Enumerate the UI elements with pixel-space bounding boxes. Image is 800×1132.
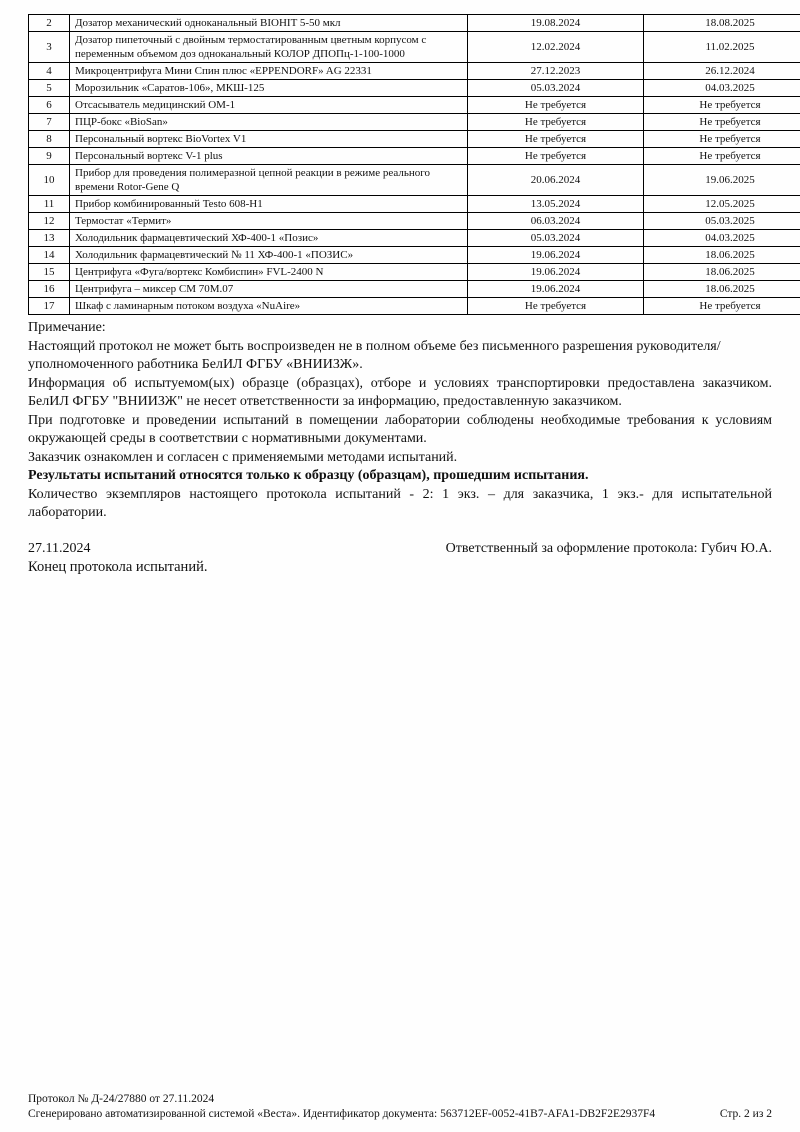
row-number-cell: 9 [29, 148, 70, 165]
verification-date-cell: Не требуется [468, 114, 644, 131]
valid-until-date-cell: 05.03.2025 [644, 213, 800, 230]
responsible-person: Ответственный за оформление протокола: Губич Ю.А. [445, 540, 772, 556]
table-row [29, 165, 800, 196]
signoff-date: 27.11.2024 [28, 540, 91, 556]
table-row [29, 196, 800, 213]
verification-date-cell: 19.06.2024 [468, 281, 644, 298]
valid-until-date-cell: 12.05.2025 [644, 196, 800, 213]
document-content [28, 14, 772, 577]
document-footer [28, 1092, 772, 1122]
footer-generated-text: Сгенерировано автоматизированной системой «Веста». Идентификатор документа: 563712EF-0052-41B7-AFA1-DB2F2E2937F4 [28, 1108, 656, 1120]
equipment-name-cell: Прибор комбинированный Testo 608-H1 [70, 196, 468, 213]
equipment-name-cell: Холодильник фармацевтический № 11 ХФ-400-1 «ПОЗИС» [70, 247, 468, 264]
valid-until-date-cell: Не требуется [644, 131, 800, 148]
row-number-cell: 8 [29, 131, 70, 148]
equipment-name-cell: Центрифуга «Фуга/вортекс Комбиспин» FVL-2400 N [70, 264, 468, 281]
verification-date-cell: 27.12.2023 [468, 63, 644, 80]
equipment-name-cell: Микроцентрифуга Мини Спин плюс «EPPENDORF» AG 22331 [70, 63, 468, 80]
equipment-table [28, 14, 800, 315]
verification-date-cell: 12.02.2024 [468, 32, 644, 63]
verification-date-cell: 05.03.2024 [468, 80, 644, 97]
table-row [29, 63, 800, 80]
verification-date-cell: 19.06.2024 [468, 247, 644, 264]
table-row [29, 148, 800, 165]
footer-generated-line [28, 1107, 772, 1122]
note-paragraph-copies: Количество экземпляров настоящего протокола испытаний - 2: 1 экз. – для заказчика, 1 экз.- для испытательной лаборатории. [28, 486, 772, 520]
valid-until-date-cell: 19.06.2025 [644, 165, 800, 196]
footer-protocol-number: Протокол № Д-24/27880 от 27.11.2024 [28, 1093, 215, 1105]
equipment-name-cell: Шкаф с ламинарным потоком воздуха «NuAire» [70, 298, 468, 315]
table-row [29, 247, 800, 264]
row-number-cell: 5 [29, 80, 70, 97]
equipment-table-body [29, 15, 800, 315]
verification-date-cell: 19.08.2024 [468, 15, 644, 32]
footer-page-indicator: Стр. 2 из 2 [719, 1108, 772, 1120]
valid-until-date-cell: Не требуется [644, 97, 800, 114]
row-number-cell: 15 [29, 264, 70, 281]
row-number-cell: 6 [29, 97, 70, 114]
signoff-row [28, 540, 772, 559]
verification-date-cell: 20.06.2024 [468, 165, 644, 196]
equipment-name-cell: Морозильник «Саратов-106», МКШ-125 [70, 80, 468, 97]
valid-until-date-cell: 18.08.2025 [644, 15, 800, 32]
equipment-name-cell: Дозатор пипеточный с двойным термостатированным цветным корпусом с переменным объемом доз одноканальный КОЛОР ДПОПц-1-100-1000 [70, 32, 468, 63]
valid-until-date-cell: 18.06.2025 [644, 264, 800, 281]
note-paragraph-results-scope: Результаты испытаний относятся только к образцу (образцам), прошедшим испытания. [28, 468, 589, 483]
row-number-cell: 7 [29, 114, 70, 131]
table-row [29, 131, 800, 148]
row-number-cell: 3 [29, 32, 70, 63]
equipment-name-cell: Термостат «Термит» [70, 213, 468, 230]
valid-until-date-cell: 04.03.2025 [644, 230, 800, 247]
table-row [29, 230, 800, 247]
verification-date-cell: 13.05.2024 [468, 196, 644, 213]
table-row [29, 80, 800, 97]
note-paragraph-sample-info: Информация об испытуемом(ых) образце (образцах), отборе и условиях транспортировки предоставлена заказчиком. БелИЛ ФГБУ "ВНИИЗЖ" не несет ответственности за информацию, предоставленную заказчиком. [28, 375, 772, 409]
notes-heading: Примечание: [28, 320, 106, 335]
equipment-name-cell: ПЦР-бокс «BioSan» [70, 114, 468, 131]
row-number-cell: 4 [29, 63, 70, 80]
table-row [29, 97, 800, 114]
row-number-cell: 10 [29, 165, 70, 196]
valid-until-date-cell: Не требуется [644, 298, 800, 315]
verification-date-cell: Не требуется [468, 97, 644, 114]
note-paragraph-customer-agreement: Заказчик ознакомлен и согласен с применяемыми методами испытаний. [28, 449, 458, 465]
row-number-cell: 2 [29, 15, 70, 32]
table-row [29, 32, 800, 63]
row-number-cell: 11 [29, 196, 70, 213]
equipment-name-cell: Персональный вортекс V-1 plus [70, 148, 468, 165]
table-row [29, 15, 800, 32]
valid-until-date-cell: Не требуется [644, 148, 800, 165]
row-number-cell: 17 [29, 298, 70, 315]
end-of-protocol-line: Конец протокола испытаний. [28, 559, 208, 575]
equipment-name-cell: Дозатор механический одноканальный BIOHIT 5-50 мкл [70, 15, 468, 32]
note-paragraph-reproduction: Настоящий протокол не может быть воспроизведен не в полном объеме без письменного разрешения руководителя/уполномоченного работника БелИЛ ФГБУ «ВНИИЗЖ». [28, 338, 721, 372]
table-row [29, 213, 800, 230]
verification-date-cell: Не требуется [468, 298, 644, 315]
notes-section [28, 319, 772, 523]
row-number-cell: 13 [29, 230, 70, 247]
table-row [29, 298, 800, 315]
equipment-name-cell: Центрифуга – миксер СМ 70М.07 [70, 281, 468, 298]
verification-date-cell: Не требуется [468, 148, 644, 165]
row-number-cell: 16 [29, 281, 70, 298]
valid-until-date-cell: 11.02.2025 [644, 32, 800, 63]
table-row [29, 114, 800, 131]
valid-until-date-cell: Не требуется [644, 114, 800, 131]
verification-date-cell: Не требуется [468, 131, 644, 148]
equipment-name-cell: Персональный вортекс BioVortex V1 [70, 131, 468, 148]
table-row [29, 281, 800, 298]
row-number-cell: 14 [29, 247, 70, 264]
verification-date-cell: 06.03.2024 [468, 213, 644, 230]
table-row [29, 264, 800, 281]
valid-until-date-cell: 18.06.2025 [644, 247, 800, 264]
verification-date-cell: 19.06.2024 [468, 264, 644, 281]
equipment-name-cell: Прибор для проведения полимеразной цепной реакции в режиме реального времени Rotor-Gene Q [70, 165, 468, 196]
valid-until-date-cell: 18.06.2025 [644, 281, 800, 298]
equipment-name-cell: Отсасыватель медицинский ОМ-1 [70, 97, 468, 114]
valid-until-date-cell: 04.03.2025 [644, 80, 800, 97]
row-number-cell: 12 [29, 213, 70, 230]
note-paragraph-lab-conditions: При подготовке и проведении испытаний в помещении лаборатории соблюдены необходимые требования к условиям окружающей среды в соответствии с нормативными документами. [28, 412, 772, 446]
valid-until-date-cell: 26.12.2024 [644, 63, 800, 80]
verification-date-cell: 05.03.2024 [468, 230, 644, 247]
equipment-name-cell: Холодильник фармацевтический ХФ-400-1 «Позис» [70, 230, 468, 247]
